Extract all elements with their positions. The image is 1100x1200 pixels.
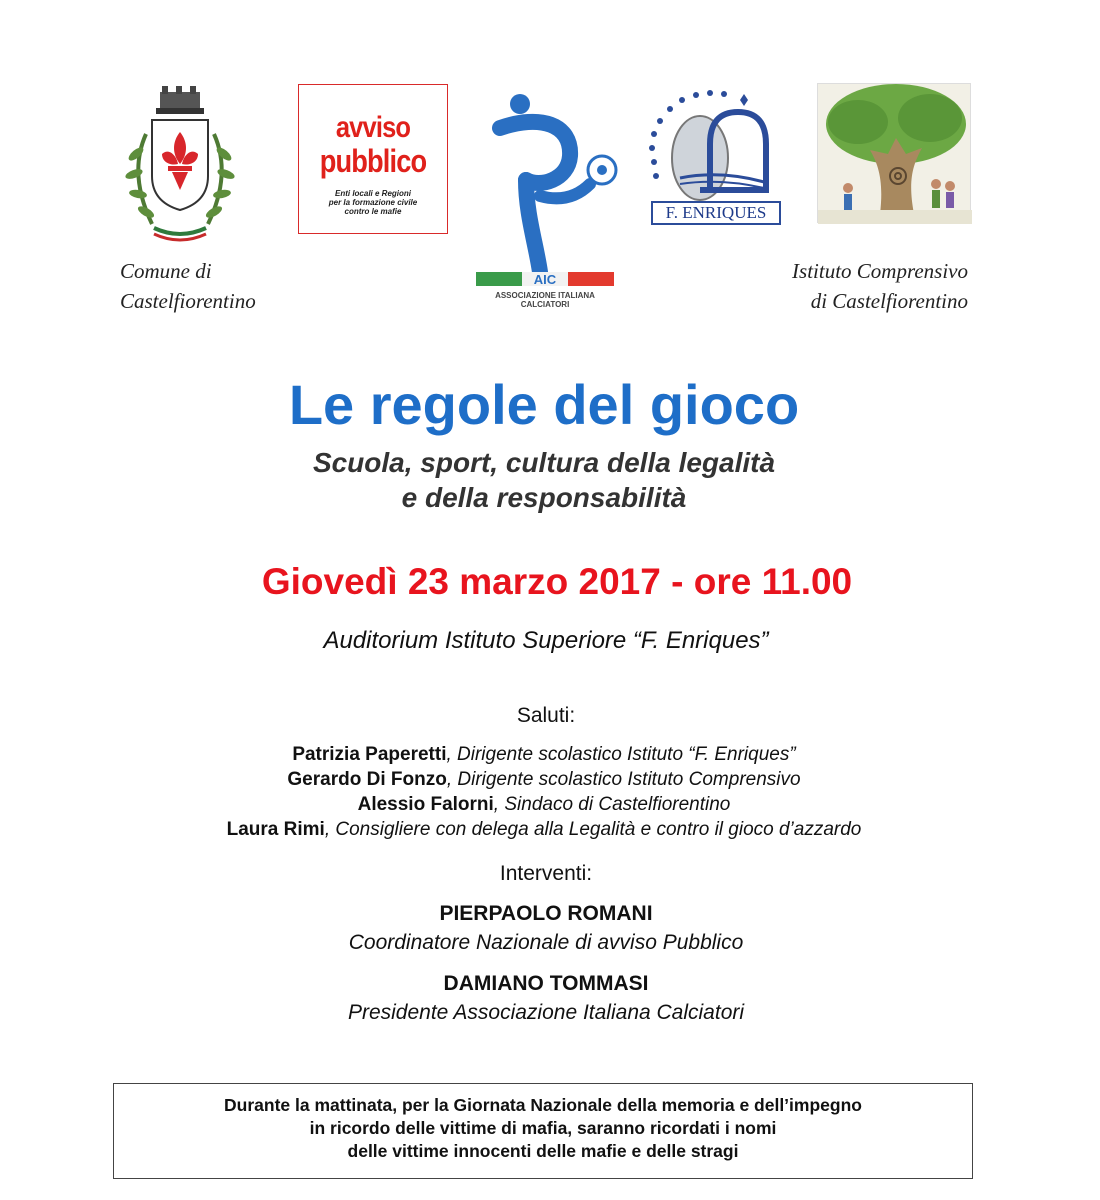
comune-caption: Comune di Castelfiorentino [120,259,256,313]
interventi-heading: Interventi: [499,862,593,885]
istituto-tree-drawing [817,83,971,223]
svg-text:AIC: AIC [533,272,557,287]
speaker-role: Presidente Associazione Italiana Calciatori [347,1001,745,1024]
avviso-pubblico-logo [298,84,448,234]
avviso-logo-tagline: Enti locali e Regioni per la formazione civile contro le mafie [328,189,418,216]
istituto-caption: Istituto Comprensivo di Castelfiorentino [792,259,968,313]
speaker-role: Coordinatore Nazionale di avviso Pubblico [348,931,744,954]
list-item: Gerardo Di Fonzo, Dirigente scolastico Istituto Comprensivo [287,769,801,790]
aic-name-label: ASSOCIAZIONE ITALIANA CALCIATORI [495,291,595,309]
aic-logo [470,84,620,316]
list-item: Laura Rimi, Consigliere con delega alla Legalità e contro il gioco d’azzardo [226,819,862,840]
speaker-name: DAMIANO TOMMASI [443,972,649,995]
list-item: Patrizia Paperetti, Dirigente scolastico Istituto “F. Enriques” [292,744,796,765]
pubblico-logo-word: pubblico [319,143,427,179]
comune-crest-logo [112,84,247,249]
saluti-list [0,742,1088,842]
avviso-logo-word: avviso [335,111,411,144]
event-subtitle: Scuola, sport, cultura della legalità e della responsabilità [312,447,776,513]
event-venue: Auditorium Istituto Superiore “F. Enriques” [323,627,769,654]
saluti-heading: Saluti: [516,704,576,727]
memorial-notice-box: Durante la mattinata, per la Giornata Nazionale della memoria e dell’impegno in ricordo delle vittime di mafia, saranno ricordati i nomi delle vittime innocenti delle mafie e delle stragi [113,1083,973,1179]
event-title: Le regole del gioco [288,373,800,436]
enriques-name-label: F. ENRIQUES [651,201,781,225]
speaker-name: PIERPAOLO ROMANI [439,902,653,925]
list-item: Alessio Falorni, Sindaco di Castelfiorentino [357,794,731,815]
event-date: Giovedì 23 marzo 2017 - ore 11.00 [261,561,853,602]
